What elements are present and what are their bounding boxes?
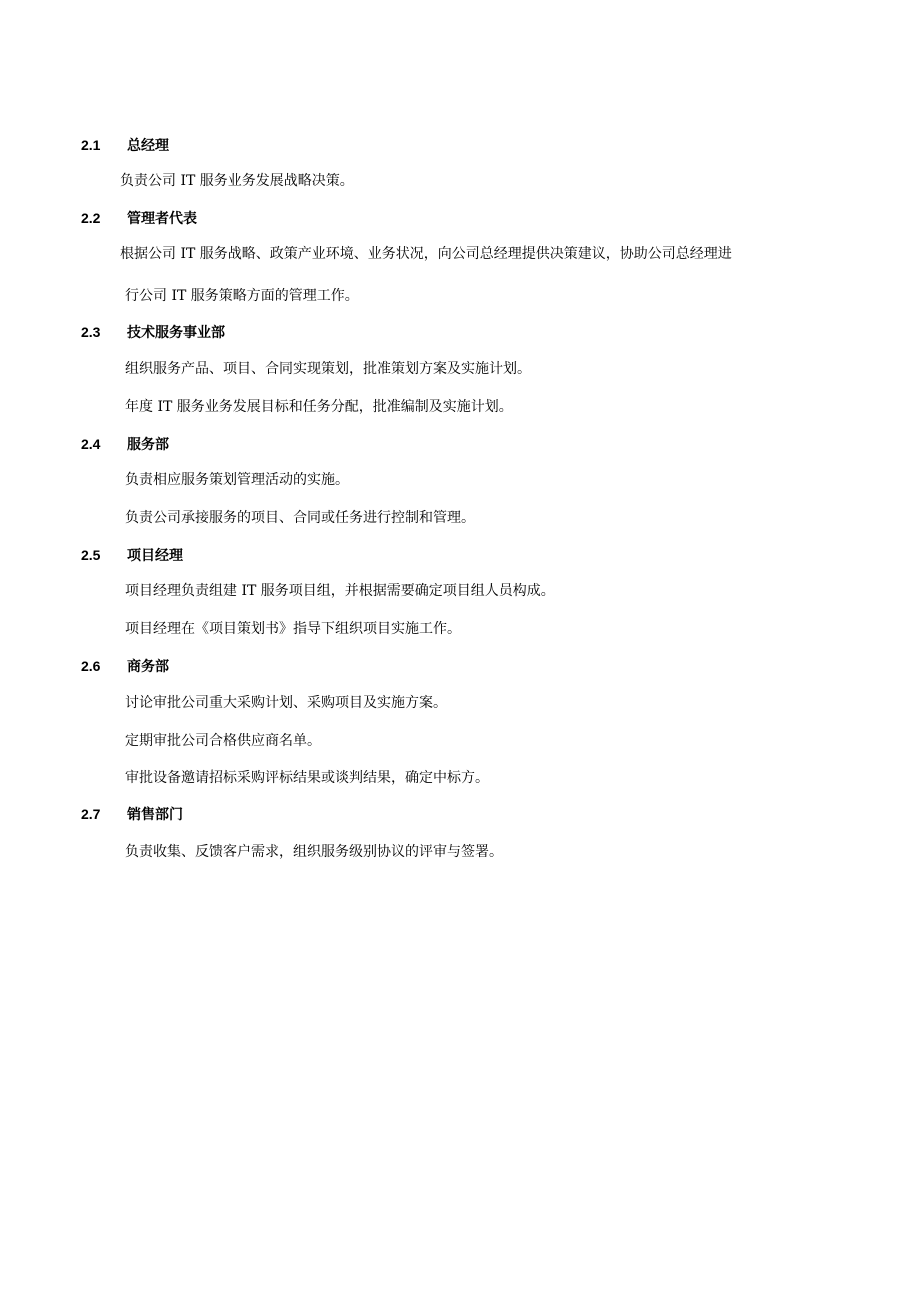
section-heading-management-representative: [81, 208, 197, 228]
section-title: 总经理: [127, 137, 169, 153]
section-heading-business-department: [81, 656, 169, 676]
paragraph: 负责公司承接服务的项目、合同或任务进行控制和管理。: [125, 510, 475, 526]
section-number: 2.2: [81, 210, 101, 226]
section-heading-project-manager: [81, 545, 183, 565]
paragraph: 行公司 IT 服务策略方面的管理工作。: [125, 288, 359, 304]
paragraph: 根据公司 IT 服务战略、政策产业环境、业务状况，向公司总经理提供决策建议，协助公司总经理进: [120, 246, 732, 262]
paragraph: 负责公司 IT 服务业务发展战略决策。: [120, 173, 354, 189]
paragraph: 项目经理在《项目策划书》指导下组织项目实施工作。: [125, 621, 461, 637]
section-number: 2.5: [81, 547, 101, 563]
section-title: 销售部门: [127, 806, 183, 822]
section-title: 技术服务事业部: [127, 324, 225, 340]
paragraph: 审批设备邀请招标采购评标结果或谈判结果，确定中标方。: [125, 770, 489, 786]
section-number: 2.1: [81, 137, 101, 153]
section-title: 商务部: [127, 658, 169, 674]
section-heading-sales-department: [81, 804, 183, 824]
section-heading-service-department: [81, 434, 169, 454]
paragraph: 讨论审批公司重大采购计划、采购项目及实施方案。: [125, 695, 447, 711]
section-number: 2.7: [81, 806, 101, 822]
section-title: 项目经理: [127, 547, 183, 563]
section-title: 管理者代表: [127, 210, 197, 226]
paragraph: 组织服务产品、项目、合同实现策划，批准策划方案及实施计划。: [125, 361, 531, 377]
section-number: 2.3: [81, 324, 101, 340]
section-title: 服务部: [127, 436, 169, 452]
paragraph: 负责相应服务策划管理活动的实施。: [125, 472, 349, 488]
paragraph: 负责收集、反馈客户需求，组织服务级别协议的评审与签署。: [125, 844, 503, 860]
section-number: 2.6: [81, 658, 101, 674]
paragraph: 年度 IT 服务业务发展目标和任务分配，批准编制及实施计划。: [125, 399, 513, 415]
section-heading-technical-services: [81, 322, 225, 342]
section-number: 2.4: [81, 436, 101, 452]
section-heading-general-manager: [81, 135, 169, 155]
paragraph: 项目经理负责组建 IT 服务项目组，并根据需要确定项目组人员构成。: [125, 583, 555, 599]
paragraph: 定期审批公司合格供应商名单。: [125, 733, 321, 749]
